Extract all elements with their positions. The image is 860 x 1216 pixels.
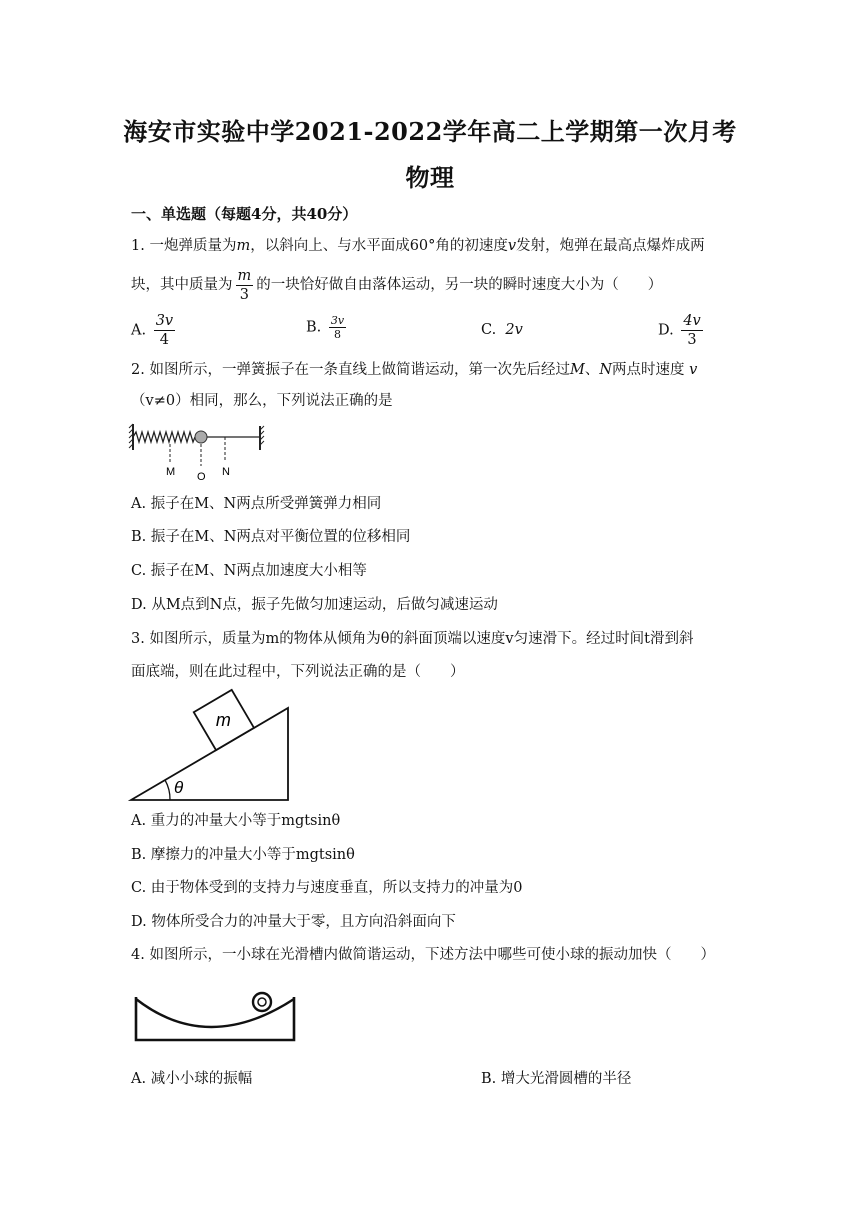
incline-figure bbox=[128, 688, 293, 804]
angle-label: θ bbox=[174, 778, 184, 797]
subject-title: 物理 bbox=[405, 163, 455, 192]
q3-line1: 3. 如图所示，质量为m的物体从倾角为θ的斜面顶端以速度v匀速滑下。经过时间t滑到斜 bbox=[131, 631, 694, 647]
q4-line1: 4. 如图所示，一小球在光滑槽内做简谐运动，下述方法中哪些可使小球的振动加快（ ） bbox=[131, 947, 715, 963]
q3-option-c[interactable]: C. 由于物体受到的支持力与速度垂直，所以支持力的冲量为0 bbox=[131, 880, 523, 896]
spring-oscillator-figure bbox=[128, 420, 268, 482]
q4-option-a[interactable]: A. 减小小球的振幅 bbox=[131, 1071, 253, 1087]
exam-title: 海安市实验中学2021-2022学年高二上学期第一次月考 bbox=[123, 117, 737, 146]
q2-line1: 2. 如图所示，一弹簧振子在一条直线上做简谐运动，第一次先后经过M、N两点时速度 v bbox=[131, 362, 698, 378]
q3-option-d[interactable]: D. 物体所受合力的冲量大于零，且方向沿斜面向下 bbox=[131, 914, 456, 930]
q4-option-b[interactable]: B. 增大光滑圆槽的半径 bbox=[481, 1071, 632, 1087]
q3-option-b[interactable]: B. 摩擦力的冲量大小等于mgtsinθ bbox=[131, 847, 355, 863]
q2-option-c[interactable]: C. 振子在M、N两点加速度大小相等 bbox=[131, 563, 367, 579]
mass-label: m bbox=[215, 710, 231, 731]
label-o: O bbox=[197, 471, 206, 482]
q1-option-c[interactable]: C. 2v bbox=[481, 322, 523, 338]
section-heading: 一、单选题（每题4分，共40分） bbox=[131, 205, 358, 223]
q2-option-a[interactable]: A. 振子在M、N两点所受弹簧弹力相同 bbox=[131, 496, 382, 512]
label-n: N bbox=[222, 466, 230, 478]
q3-option-a[interactable]: A. 重力的冲量大小等于mgtsinθ bbox=[131, 813, 341, 829]
q1-option-a[interactable]: A. $\frac{3v}{4}$ bbox=[131, 313, 174, 348]
label-m: M bbox=[166, 466, 176, 478]
q2-option-b[interactable]: B. 振子在M、N两点对平衡位置的位移相同 bbox=[131, 529, 411, 545]
q1-option-b[interactable]: B. $\frac{3v}{8}$ bbox=[306, 314, 345, 341]
q1-fraction: $\frac{m}{3}$ bbox=[237, 267, 252, 303]
groove-figure bbox=[128, 985, 308, 1045]
q2-option-d[interactable]: D. 从M点到N点，振子先做匀加速运动，后做匀减速运动 bbox=[131, 597, 498, 613]
q2-line2: （v≠0）相同，那么，下列说法正确的是 bbox=[131, 393, 393, 409]
q1-option-d[interactable]: D. $\frac{4v}{3}$ bbox=[658, 313, 701, 348]
q3-line2: 面底端，则在此过程中，下列说法正确的是（ ） bbox=[131, 664, 465, 680]
q1-line1: 1. 一炮弹质量为m，以斜向上、与水平面成60°角的初速度v发射，炮弹在最高点爆炸成两 bbox=[131, 238, 705, 254]
q1-line2: 块，其中质量为 $\frac{m}{3}$ 的一块恰好做自由落体运动，另一块的瞬时速度大小为（ ） bbox=[131, 267, 663, 303]
